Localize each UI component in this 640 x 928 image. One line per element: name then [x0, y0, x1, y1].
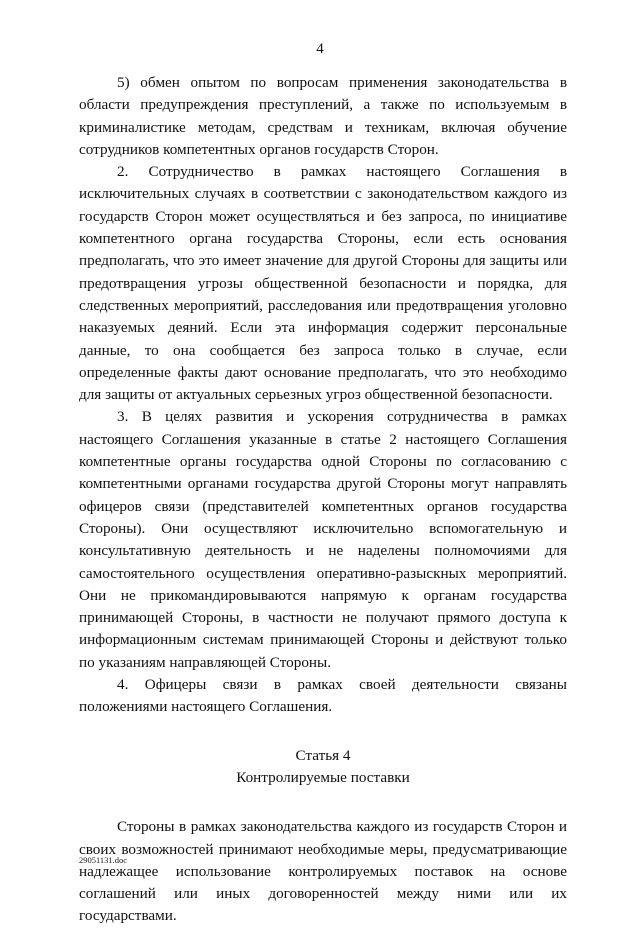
paragraph-point-4: 4. Офицеры связи в рамках своей деятельности связаны положениями настоящего Соглашения.: [79, 676, 567, 716]
paragraph-point-3: 3. В целях развития и ускорения сотрудничества в рамках настоящего Соглашения указанные в статье 2 настоящего Соглашения компетентные органы государства одной Стороны по согласованию с компетентными органами государства другой Стороны могут направлять офицеров связи (представителей компетентных органов государства Стороны). Они осуществляют исключительно вспомогательную и консультативную деятельность и не наделены полномочиями для самостоятельного осуществления оперативно-разыскных мероприятий. Они не прикомандировываются напрямую к органам государства принимающей Стороны, в частности не получают прямого доступа к информационным системам принимающей Стороны и действуют только по указаниям направляющей Стороны.: [79, 408, 567, 671]
paragraph-point-2: 2. Сотрудничество в рамках настоящего Соглашения в исключительных случаях в соответствии с законодательством каждого из государств Сторон может осуществляться и без запроса, по инициативе компетентного органа государства Стороны, если есть основания предполагать, что это имеет значение для другой Стороны для защиты или предотвращения угрозы общественной безопасности и порядка, для следственных мероприятий, расследования или предотвращения уголовно наказуемых деяний. Если эта информация содержит персональные данные, то она сообщается без запроса только в случае, если определенные факты дают основание предполагать, что это необходимо для защиты от актуальных серьезных угроз общественной безопасности.: [79, 163, 567, 404]
document-body: [79, 72, 567, 928]
file-name: 29051131.doc: [79, 855, 128, 865]
article-number: Статья 4: [295, 746, 351, 764]
paragraph-item-5: 5) обмен опытом по вопросам применения законодательства в области предупреждения преступлений, а также по используемым в криминалистике методам, средствам и техникам, включая обучение сотрудников компетентных органов государств Сторон.: [79, 74, 567, 158]
article-paragraph: Стороны в рамках законодательства каждого из государств Сторон и своих возможностей принимают необходимые меры, предусматривающие надлежащее использование контролируемых поставок на основе соглашений или иных договоренностей между ними или их государствами.: [79, 818, 567, 925]
page-number: 4: [316, 41, 324, 57]
article-title: Контролируемые поставки: [236, 768, 410, 786]
